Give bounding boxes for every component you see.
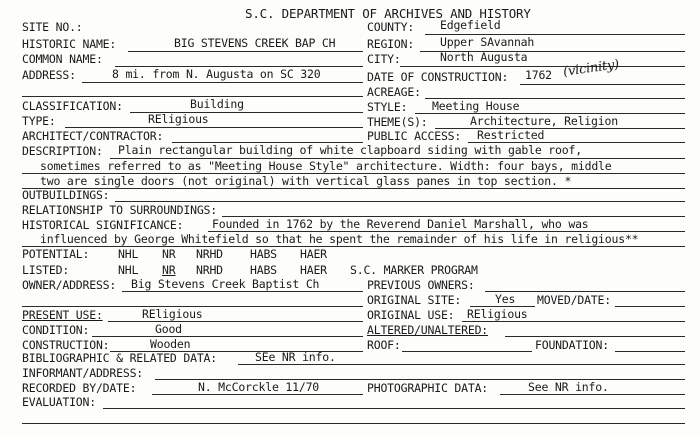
form-header: S.C. DEPARTMENT OF ARCHIVES AND HISTORY (245, 6, 531, 21)
foundation-line (615, 351, 685, 352)
address-label: ADDRESS: (22, 68, 76, 82)
evaluation-label: EVALUATION: (22, 395, 96, 409)
classification-label: CLASSIFICATION: (22, 99, 123, 113)
present-use-value: REligious (142, 307, 203, 321)
bibliographic-value: SEe NR info. (255, 350, 336, 364)
public-access-value: Restricted (477, 128, 545, 142)
style-label: STYLE: (367, 100, 408, 114)
owner-address-value: Big Stevens Creek Baptist Ch (131, 277, 320, 291)
evaluation-rule-2 (22, 423, 685, 424)
historic-name-label: HISTORIC NAME: (22, 37, 117, 51)
historic-name-line (128, 51, 363, 52)
themes-value: Architecture, Religion (470, 114, 618, 128)
owner-address-line (122, 291, 363, 292)
region-value: Upper SAvannah (440, 35, 535, 49)
sc-marker-program-label: S.C. MARKER PROGRAM (350, 263, 478, 277)
roof-label: ROOF: (367, 338, 401, 352)
county-value: Edgefield (440, 18, 501, 32)
condition-label: CONDITION: (22, 323, 90, 337)
potential-habs: HABS (250, 247, 277, 261)
date-of-construction-label: DATE OF CONSTRUCTION: (367, 70, 509, 84)
original-use-label: ORIGINAL USE: (367, 308, 455, 322)
type-label: TYPE: (22, 114, 56, 128)
recorded-by-label: RECORDED BY/DATE: (22, 381, 137, 395)
present-use-line (108, 321, 363, 322)
condition-line (92, 336, 363, 337)
condition-value: Good (155, 322, 182, 336)
outbuildings-line (115, 201, 685, 202)
themes-label: THEME(S): (367, 115, 428, 129)
architect-label: ARCHITECT/CONTRACTOR: (22, 129, 164, 143)
potential-nhl: NHL (118, 247, 139, 261)
moved-date-label: MOVED/DATE: (537, 293, 611, 307)
type-line (65, 127, 363, 128)
description-line-3: two are single doors (not original) with vertical glass panes in top section. * (40, 174, 572, 188)
themes-line (435, 128, 685, 129)
significance-line-1: Founded in 1762 by the Reverend Daniel Marshall, who was (212, 217, 589, 231)
original-use-value: REligious (467, 307, 528, 321)
moved-date-line (615, 306, 685, 307)
address-line (82, 82, 363, 83)
original-site-value: Yes (495, 292, 516, 306)
listed-habs: HABS (250, 263, 277, 277)
original-site-label: ORIGINAL SITE: (367, 293, 462, 307)
description-line-1: Plain rectangular building of white clapboard siding with gable roof, (118, 143, 582, 157)
listed-nr-selected: NR (162, 263, 176, 277)
acreage-label: ACREAGE: (367, 85, 421, 99)
public-access-label: PUBLIC ACCESS: (367, 129, 462, 143)
potential-haer: HAER (300, 247, 327, 261)
description-rule-3 (22, 188, 685, 189)
bibliographic-label: BIBLIOGRAPHIC & RELATED DATA: (22, 351, 217, 365)
city-label: CITY: (367, 52, 401, 66)
construction-label: CONSTRUCTION: (22, 338, 110, 352)
historical-significance-label: HISTORICAL SIGNIFICANCE: (22, 218, 184, 232)
photographic-data-line (500, 394, 685, 395)
previous-owners-line (485, 291, 685, 292)
classification-value: Building (190, 97, 244, 111)
city-line (400, 66, 685, 67)
style-value: Meeting House (432, 99, 520, 113)
relationship-label: RELATIONSHIP TO SURROUNDINGS: (22, 203, 217, 217)
listed-nhl: NHL (118, 263, 139, 277)
roof-line (402, 351, 532, 352)
listed-nrhd: NRHD (196, 263, 223, 277)
significance-line-2: influenced by George Whitefield so that he spent the remainder of his life in religious** (40, 232, 639, 246)
outbuildings-label: OUTBUILDINGS: (22, 188, 110, 202)
potential-nr: NR (162, 247, 176, 261)
potential-nrhd: NRHD (196, 247, 223, 261)
altered-line (505, 336, 685, 337)
photographic-data-label: PHOTOGRAPHIC DATA: (367, 381, 489, 395)
present-use-label: PRESENT USE: (22, 308, 103, 322)
county-label: COUNTY: (367, 20, 415, 34)
altered-label: ALTERED/UNALTERED: (367, 323, 489, 337)
address-value: 8 mi. from N. Augusta on SC 320 (112, 67, 321, 81)
type-value: REligious (148, 112, 209, 126)
common-name-label: COMMON NAME: (22, 52, 103, 66)
description-label: DESCRIPTION: (22, 144, 103, 158)
listed-haer: HAER (300, 263, 327, 277)
region-label: REGION: (367, 37, 415, 51)
photographic-data-value: See NR info. (528, 380, 609, 394)
informant-label: INFORMANT/ADDRESS: (22, 366, 144, 380)
previous-owners-label: PREVIOUS OWNERS: (367, 278, 475, 292)
original-use-line (462, 321, 685, 322)
construction-value: Wooden (150, 337, 191, 351)
recorded-by-value: N. McCorckle 11/70 (198, 380, 320, 394)
listed-label: LISTED: (22, 263, 70, 277)
owner-address-label: OWNER/ADDRESS: (22, 278, 117, 292)
date-note-handwritten: (vicinity) (562, 57, 620, 80)
description-line-2: sometimes referred to as "Meeting House Style" architecture. Width: four bays, middle (40, 159, 612, 173)
foundation-label: FOUNDATION: (535, 338, 609, 352)
historic-name-value: BIG STEVENS CREEK BAP CH (174, 36, 336, 50)
city-value: North Augusta (440, 50, 528, 64)
recorded-by-line (152, 394, 363, 395)
date-line (520, 84, 685, 85)
date-of-construction-value: 1762 (525, 68, 552, 82)
site-no-label: SITE NO.: (22, 20, 83, 34)
bibliographic-line (238, 364, 685, 365)
potential-label: POTENTIAL: (22, 247, 90, 261)
evaluation-line (103, 408, 685, 409)
